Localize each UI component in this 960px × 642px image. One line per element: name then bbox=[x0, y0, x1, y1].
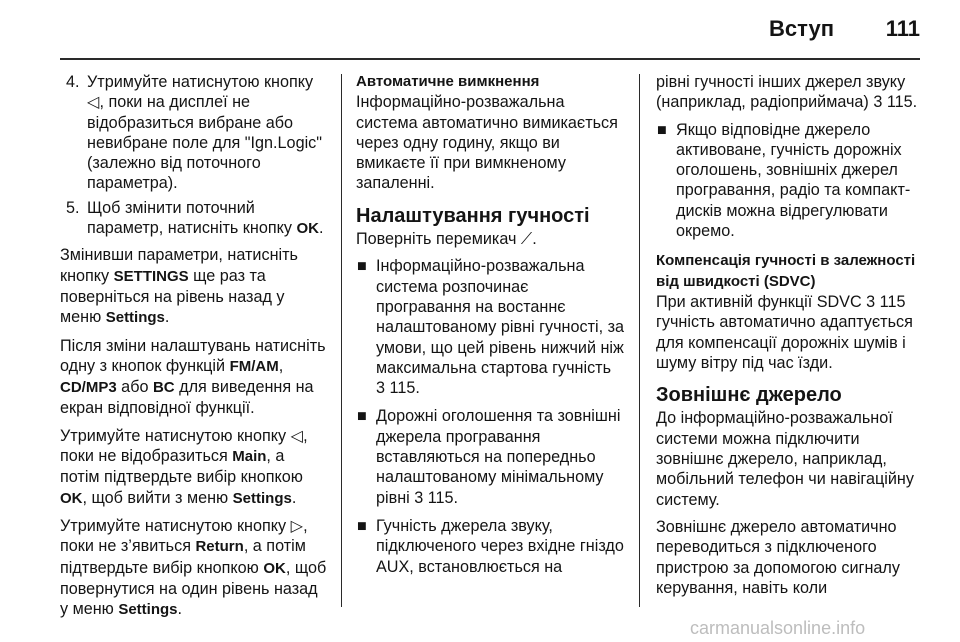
text: 115. bbox=[423, 488, 459, 507]
text: , а потім підтвердьте вибір кнопкою bbox=[60, 537, 306, 577]
column-1 bbox=[60, 72, 328, 627]
paragraph bbox=[60, 516, 328, 620]
paragraph: До інформаційно-розважальної системи можна підключити зовнішнє джерело, наприклад, мобільний телефон чи навігаційну систему. bbox=[656, 409, 914, 509]
forward-button-icon: ▷ bbox=[290, 516, 304, 535]
text: , bbox=[278, 356, 284, 375]
bullet-square-icon: ■ bbox=[357, 407, 367, 426]
bullet-item bbox=[356, 256, 624, 398]
text: Після зміни налаштувань натисніть одну з кнопок функцій bbox=[60, 336, 326, 375]
keyword-settings-menu: Settings bbox=[232, 489, 292, 507]
page-ref-icon: 3 bbox=[414, 488, 424, 507]
keyword-return: Return bbox=[195, 538, 244, 556]
subheading-sdvc: Компенсація гучності в залежності від швидкості (SDVC) bbox=[656, 252, 916, 290]
keyword-cd-mp3: CD/MP3 bbox=[60, 379, 117, 397]
keyword-fm-am: FM/AM bbox=[229, 357, 279, 375]
text: для виведення на екран відповідної функції. bbox=[60, 378, 314, 418]
back-button-icon: ◁ bbox=[87, 93, 100, 112]
keyword-ok: OK bbox=[296, 220, 319, 238]
paragraph bbox=[656, 72, 922, 113]
back-button-icon: ◁ bbox=[290, 426, 304, 445]
text: ще раз та поверніться на рівень назад у меню bbox=[60, 266, 285, 327]
bullet-square-icon: ■ bbox=[657, 120, 667, 139]
text: 115 гучність автоматично адаптується для компенсації дорожніх шумів і шуму вітру під час їзди. bbox=[656, 292, 913, 372]
paragraph bbox=[60, 336, 328, 419]
text: або bbox=[116, 378, 153, 397]
header-rule bbox=[60, 58, 920, 60]
column-divider-1 bbox=[341, 74, 342, 607]
text: Змінивши параметри, натисніть кнопку bbox=[60, 246, 298, 285]
text: рівні гучності інших джерел звуку (наприклад, радіоприймача) bbox=[656, 73, 906, 112]
text: Утримуйте натиснутою кнопку bbox=[60, 516, 291, 535]
page-header bbox=[0, 0, 960, 60]
text: . bbox=[532, 230, 537, 249]
step-text: Щоб змінити поточний параметр, натисніть кнопку bbox=[87, 198, 297, 238]
heading-volume-settings: Налаштування гучності bbox=[356, 204, 590, 227]
keyword-settings-menu: Settings bbox=[105, 309, 165, 327]
bullet-item bbox=[356, 406, 624, 507]
keyword-ok: OK bbox=[60, 489, 83, 507]
paragraph bbox=[60, 426, 328, 509]
column-3 bbox=[656, 72, 922, 605]
bullet-item bbox=[656, 120, 922, 242]
heading-external-source: Зовнішнє джерело bbox=[656, 384, 842, 407]
text: Інформаційно-розважальна система розпочинає програвання на востаннє налаштованому рівні гучності, за умови, що цей рівень нижчий ніж максимальна стартова гучність bbox=[376, 257, 625, 377]
text: Поверніть перемикач bbox=[356, 230, 521, 249]
keyword-settings-menu: Settings bbox=[118, 601, 178, 619]
watermark: carmanualsonline.info bbox=[690, 618, 866, 638]
text: При активній функції SDVC bbox=[656, 292, 867, 311]
text: , а потім підтвердьте вибір кнопкою bbox=[60, 447, 303, 487]
step-5 bbox=[60, 198, 328, 240]
page-ref-icon: 3 bbox=[376, 379, 386, 398]
keyword-main: Main bbox=[232, 448, 267, 466]
text: 115. bbox=[385, 379, 420, 398]
text: . bbox=[164, 308, 170, 327]
keyword-settings-button: SETTINGS bbox=[113, 267, 189, 285]
text: Дорожні оголошення та зовнішні джерела програвання вставляються на попередньо налаштованому мінімальному рівні bbox=[376, 407, 621, 507]
text: , поки не відобразиться bbox=[60, 426, 308, 466]
text: . bbox=[177, 600, 182, 619]
text: , щоб вийти з меню bbox=[82, 488, 233, 507]
step-number: 5. bbox=[66, 198, 80, 217]
text: , щоб повернутися на один рівень назад у меню bbox=[60, 558, 327, 619]
step-text: Утримуйте натиснутою кнопку bbox=[87, 73, 314, 91]
text: Якщо відповідне джерело активоване, гучність дорожніх оголошень, зовнішніх джерел програвання, радіо та компакт-дисків можна відрегулювати окремо. bbox=[676, 120, 911, 241]
page-number: 111 bbox=[885, 16, 920, 41]
bullet-item bbox=[356, 516, 624, 577]
bullet-square-icon: ■ bbox=[357, 257, 367, 276]
text: . bbox=[291, 488, 297, 507]
step-text: , поки на дисплеї не відобразиться вибране або невибране поле для "Ign.Logic" (залежно від поточного параметра). bbox=[87, 93, 323, 193]
keyword-ok: OK bbox=[263, 559, 286, 577]
step-4 bbox=[60, 72, 328, 194]
text: Утримуйте натиснутою кнопку bbox=[60, 426, 291, 445]
paragraph: Зовнішнє джерело автоматично переводиться з підключеного пристрою за допомогою сигналу керування, навіть коли bbox=[656, 517, 900, 597]
keyword-bc: BC bbox=[152, 379, 175, 397]
page-ref-icon: 3 bbox=[866, 292, 876, 311]
text: , поки не з’явиться bbox=[60, 516, 308, 556]
volume-knob-icon: ⟋ bbox=[520, 230, 533, 249]
column-2 bbox=[356, 72, 624, 585]
page-ref-icon: 3 bbox=[873, 93, 883, 112]
subheading-auto-off: Автоматичне вимкнення bbox=[356, 73, 540, 90]
section-title: Вступ bbox=[769, 16, 834, 41]
column-divider-2 bbox=[639, 74, 640, 607]
bullet-square-icon: ■ bbox=[357, 516, 367, 535]
step-text: . bbox=[318, 219, 324, 238]
step-number: 4. bbox=[66, 73, 80, 91]
paragraph bbox=[60, 245, 328, 328]
text: Гучність джерела звуку, підключеного через вхідне гніздо AUX, встановлюється на bbox=[376, 516, 624, 576]
paragraph bbox=[656, 292, 922, 373]
paragraph bbox=[356, 229, 624, 249]
paragraph: Інформаційно-розважальна система автоматично вимикається через одну годину, якщо ви вмикаєте її при вимкненому запаленні. bbox=[356, 93, 618, 193]
text: 115. bbox=[882, 93, 918, 112]
